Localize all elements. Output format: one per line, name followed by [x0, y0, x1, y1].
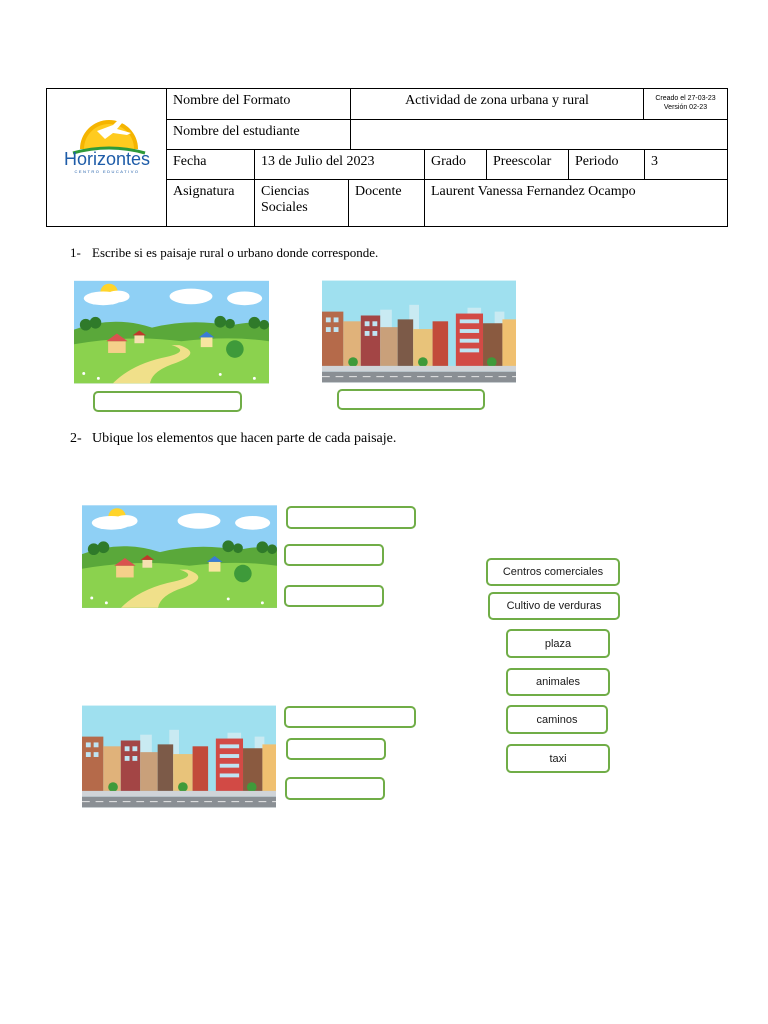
asignatura-value: [255, 180, 349, 226]
version-info: [644, 89, 727, 119]
docente-label: Docente: [349, 180, 425, 226]
chip-plaza[interactable]: plaza: [506, 629, 610, 658]
logo-cell: [47, 89, 167, 226]
chip-centros-comerciales[interactable]: Centros comerciales: [486, 558, 620, 586]
chip-caminos[interactable]: caminos: [506, 705, 608, 734]
question-1-text: Escribe si es paisaje rural o urbano donde corresponde.: [92, 245, 379, 260]
question-1-number: 1-: [70, 245, 81, 260]
periodo-label: Periodo: [569, 150, 645, 179]
docente-value: Laurent Vanessa Fernandez Ocampo: [431, 184, 636, 199]
chip-taxi[interactable]: taxi: [506, 744, 610, 773]
question-2-number: 2-: [70, 431, 82, 446]
svg-text:Horizontes: Horizontes: [63, 149, 151, 169]
answer-box-urban[interactable]: [337, 389, 485, 410]
question-2: [70, 431, 396, 447]
row-fecha: [167, 150, 727, 180]
question-1: [70, 245, 378, 261]
periodo-value: 3: [651, 154, 658, 169]
fecha-label: Fecha: [167, 150, 255, 179]
row-estudiante: [167, 120, 727, 150]
asignatura-value-line2: Sociales: [261, 200, 308, 215]
estudiante-field[interactable]: [351, 120, 727, 149]
rural-landscape-image-2: [82, 504, 277, 609]
grado-label: Grado: [425, 150, 487, 179]
header-table: [46, 88, 728, 227]
urban-element-box-1[interactable]: [284, 706, 416, 728]
rural-landscape-image: [74, 280, 269, 384]
urban-landscape-image-2: [82, 704, 276, 809]
grado-value: Preescolar: [487, 150, 569, 179]
answer-box-rural[interactable]: [93, 391, 242, 412]
asignatura-value-line1: Ciencias: [261, 184, 310, 199]
chip-cultivo-de-verduras[interactable]: Cultivo de verduras: [488, 592, 620, 620]
chip-animales[interactable]: animales: [506, 668, 610, 696]
created-date: Creado el 27-03-23: [655, 95, 716, 102]
rural-element-box-1[interactable]: [286, 506, 416, 529]
asignatura-label: Asignatura: [167, 180, 255, 226]
version-number: Versión 02-23: [663, 104, 708, 111]
urban-landscape-image: [322, 279, 516, 384]
urban-element-box-3[interactable]: [285, 777, 385, 800]
urban-element-box-2[interactable]: [286, 738, 386, 760]
question-2-text: Ubique los elementos que hacen parte de cada paisaje.: [92, 431, 397, 446]
fecha-value: 13 de Julio del 2023: [255, 150, 425, 179]
svg-text:CENTRO EDUCATIVO: CENTRO EDUCATIVO: [74, 169, 140, 174]
formato-label: Nombre del Formato: [167, 89, 351, 119]
horizontes-logo: [47, 89, 167, 226]
row-asignatura: [167, 180, 727, 226]
row-formato: [167, 89, 727, 120]
rural-element-box-2[interactable]: [284, 544, 384, 566]
estudiante-label: Nombre del estudiante: [167, 120, 351, 149]
formato-value: Actividad de zona urbana y rural: [351, 89, 644, 119]
rural-element-box-3[interactable]: [284, 585, 384, 607]
